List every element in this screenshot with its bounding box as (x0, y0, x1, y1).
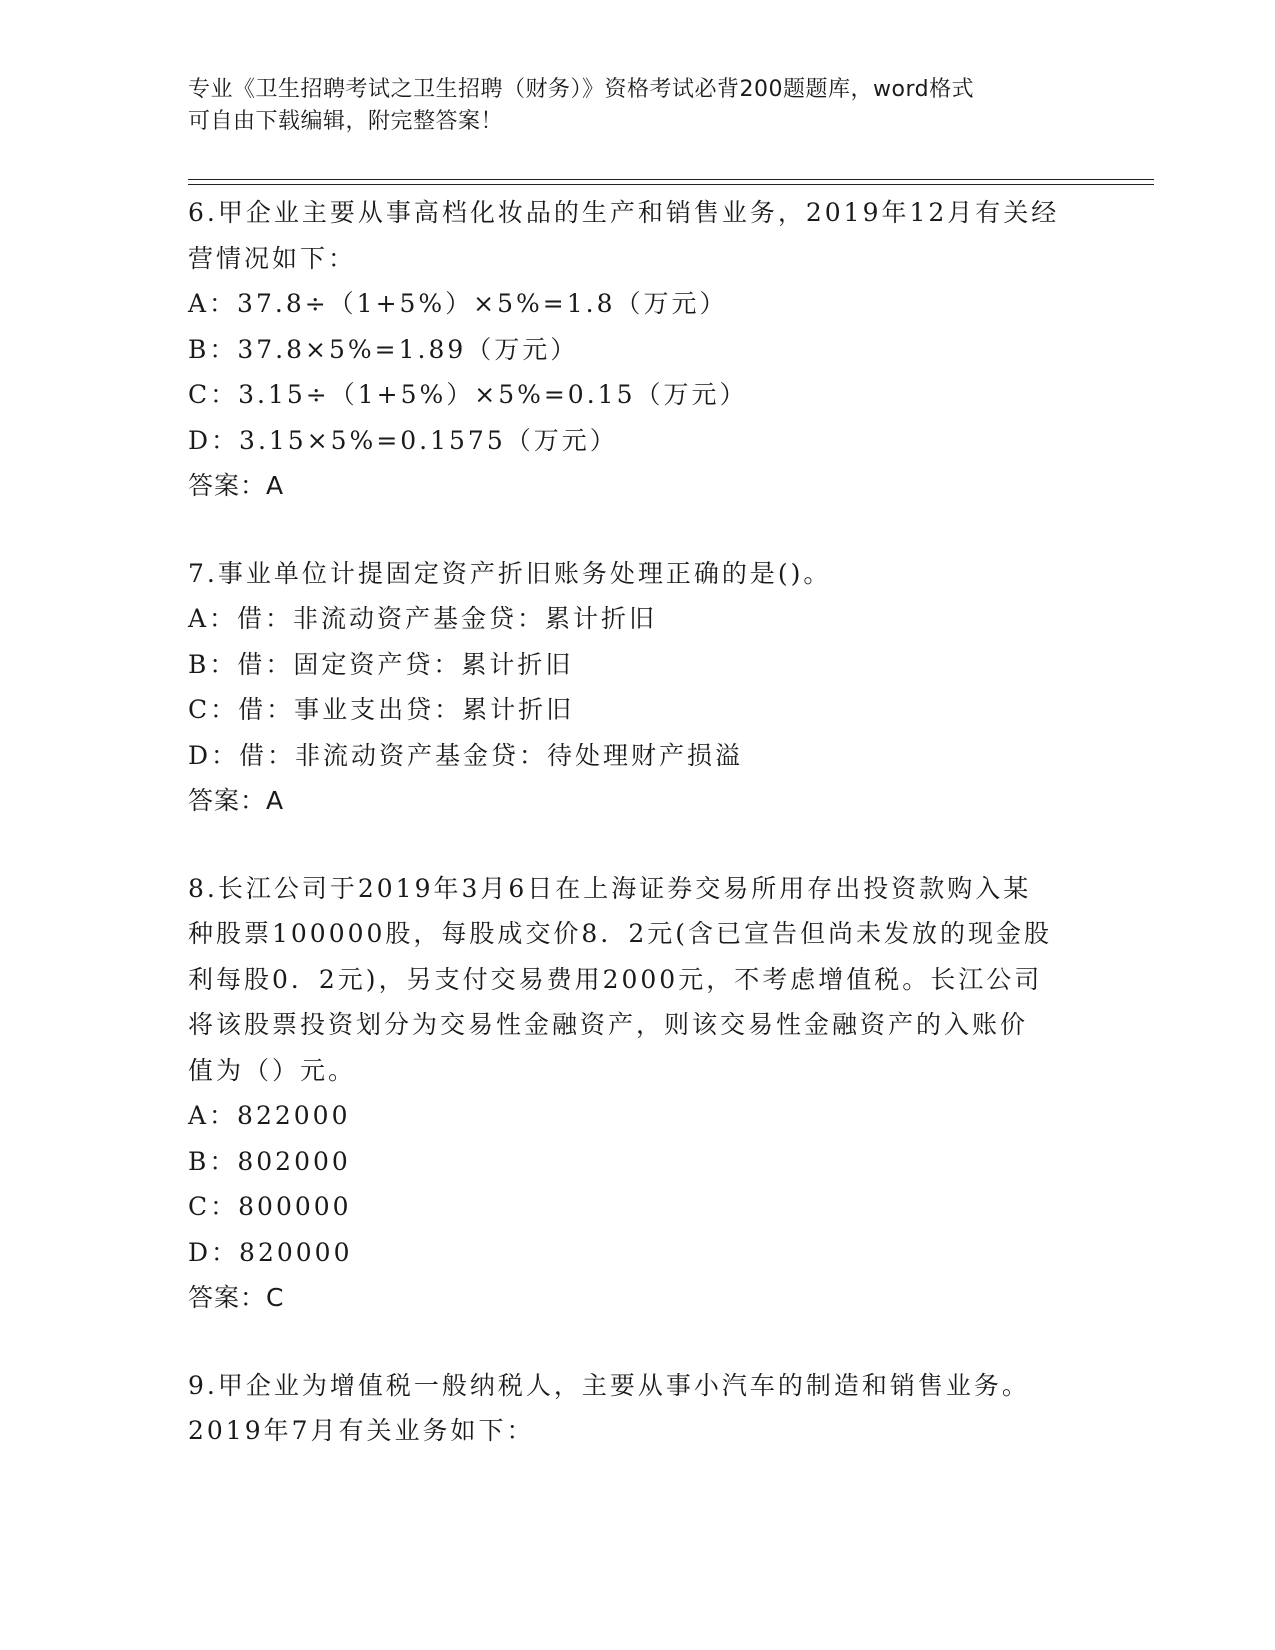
question-stem-line: 值为（）元。 (188, 1055, 357, 1085)
option-c: C：3.15÷（1+5%）×5%=0.15（万元） (188, 380, 748, 409)
question-stem-line: 利每股0．2元)，另支付交易费用2000元，不考虑增值税。长江公司 (188, 964, 1043, 994)
question-stem-line: 种股票100000股，每股成交价8．2元(含已宣告但尚未发放的现金股 (188, 919, 1053, 948)
header-line-1: 专业《卫生招聘考试之卫生招聘（财务）》资格考试必背200题题库，word格式 (188, 77, 975, 102)
option-c: C：800000 (188, 1192, 352, 1221)
answer-label: 答案：C (188, 1283, 285, 1312)
question-stem-line: 8.长江公司于2019年3月6日在上海证券交易所用存出投资款购入某 (188, 873, 1032, 903)
question-stem-line: 营情况如下： (188, 243, 357, 273)
question-stem-line: 6.甲企业主要从事高档化妆品的生产和销售业务，2019年12月有关经 (188, 198, 1060, 227)
question-7 (188, 551, 1088, 824)
question-list (188, 190, 1088, 1496)
option-d: D：3.15×5%=0.1575（万元） (188, 425, 618, 455)
option-b: B：802000 (188, 1146, 351, 1176)
question-8 (188, 866, 1088, 1321)
question-stem-line: 7.事业单位计提固定资产折旧账务处理正确的是()。 (188, 558, 832, 588)
option-d: D：820000 (188, 1237, 353, 1267)
question-9 (188, 1363, 1088, 1454)
option-a: A：822000 (188, 1101, 351, 1130)
header-divider-top (188, 179, 1154, 180)
question-6 (188, 190, 1088, 509)
question-stem-line: 9.甲企业为增值税一般纳税人，主要从事小汽车的制造和销售业务。 (188, 1370, 1030, 1400)
option-c: C：借：事业支出贷：累计折旧 (188, 695, 575, 724)
option-b: B：37.8×5%=1.89（万元） (188, 334, 579, 364)
option-a: A：37.8÷（1+5%）×5%=1.8（万元） (188, 289, 728, 318)
answer-label: 答案：A (188, 786, 285, 815)
answer-label: 答案：A (188, 471, 285, 500)
option-a: A：借：非流动资产基金贷：累计折旧 (188, 604, 658, 633)
document-header (188, 74, 1088, 138)
question-stem-line: 将该股票投资划分为交易性金融资产，则该交易性金融资产的入账价 (188, 1010, 1029, 1039)
header-divider-bottom (188, 184, 1154, 185)
option-b: B：借：固定资产贷：累计折旧 (188, 649, 574, 679)
option-d: D：借：非流动资产基金贷：待处理财产损溢 (188, 740, 744, 770)
question-stem-line: 2019年7月有关业务如下： (188, 1416, 535, 1445)
header-line-2: 可自由下载编辑，附完整答案！ (188, 109, 504, 134)
